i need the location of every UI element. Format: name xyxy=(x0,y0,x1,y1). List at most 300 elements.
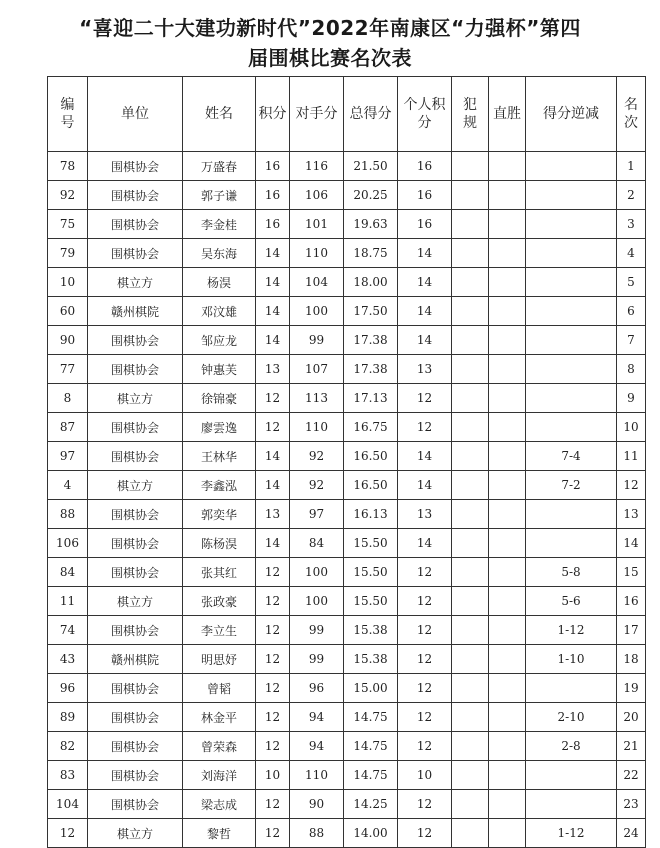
cell-unit: 棋立方 xyxy=(88,819,183,848)
cell-rank: 2 xyxy=(617,181,646,210)
cell-unit: 围棋协会 xyxy=(88,674,183,703)
cell-personal-points: 14 xyxy=(398,442,452,471)
cell-reverse-score: 1-12 xyxy=(526,616,617,645)
table-row xyxy=(48,558,646,587)
cell-name: 郭奕华 xyxy=(183,500,256,529)
cell-points: 12 xyxy=(256,819,290,848)
cell-total-score: 18.75 xyxy=(344,239,398,268)
cell-id: 77 xyxy=(48,355,88,384)
cell-foul xyxy=(452,703,489,732)
cell-rank: 1 xyxy=(617,152,646,181)
cell-personal-points: 12 xyxy=(398,645,452,674)
cell-direct-win xyxy=(489,268,526,297)
cell-opponent-score: 100 xyxy=(290,558,344,587)
cell-reverse-score xyxy=(526,239,617,268)
document-title-line-1: “喜迎二十大建功新时代”2022年南康区“力强杯”第四 xyxy=(79,16,581,40)
cell-points: 14 xyxy=(256,442,290,471)
cell-opponent-score: 116 xyxy=(290,152,344,181)
cell-direct-win xyxy=(489,326,526,355)
cell-opponent-score: 100 xyxy=(290,587,344,616)
table-row xyxy=(48,761,646,790)
table-header-row xyxy=(48,77,646,152)
cell-reverse-score: 7-4 xyxy=(526,442,617,471)
cell-id: 4 xyxy=(48,471,88,500)
cell-id: 11 xyxy=(48,587,88,616)
cell-opponent-score: 92 xyxy=(290,471,344,500)
cell-reverse-score xyxy=(526,413,617,442)
cell-foul xyxy=(452,384,489,413)
cell-name: 梁志成 xyxy=(183,790,256,819)
cell-total-score: 19.63 xyxy=(344,210,398,239)
cell-personal-points: 12 xyxy=(398,703,452,732)
cell-foul xyxy=(452,239,489,268)
cell-foul xyxy=(452,181,489,210)
cell-unit: 棋立方 xyxy=(88,268,183,297)
cell-total-score: 15.50 xyxy=(344,529,398,558)
cell-reverse-score: 5-8 xyxy=(526,558,617,587)
cell-id: 87 xyxy=(48,413,88,442)
cell-points: 14 xyxy=(256,297,290,326)
cell-direct-win xyxy=(489,529,526,558)
cell-rank: 11 xyxy=(617,442,646,471)
cell-points: 14 xyxy=(256,268,290,297)
cell-foul xyxy=(452,326,489,355)
cell-foul xyxy=(452,732,489,761)
table-row xyxy=(48,297,646,326)
cell-opponent-score: 97 xyxy=(290,500,344,529)
table-row xyxy=(48,674,646,703)
cell-id: 84 xyxy=(48,558,88,587)
cell-unit: 围棋协会 xyxy=(88,152,183,181)
cell-personal-points: 14 xyxy=(398,268,452,297)
cell-id: 78 xyxy=(48,152,88,181)
cell-total-score: 17.38 xyxy=(344,326,398,355)
cell-unit: 围棋协会 xyxy=(88,442,183,471)
cell-reverse-score xyxy=(526,355,617,384)
table-row xyxy=(48,703,646,732)
cell-name: 曾韬 xyxy=(183,674,256,703)
cell-direct-win xyxy=(489,442,526,471)
cell-points: 12 xyxy=(256,384,290,413)
cell-rank: 7 xyxy=(617,326,646,355)
table-row xyxy=(48,471,646,500)
cell-foul xyxy=(452,645,489,674)
cell-points: 10 xyxy=(256,761,290,790)
cell-foul xyxy=(452,674,489,703)
cell-personal-points: 14 xyxy=(398,529,452,558)
cell-unit: 棋立方 xyxy=(88,587,183,616)
cell-foul xyxy=(452,297,489,326)
cell-rank: 24 xyxy=(617,819,646,848)
cell-reverse-score xyxy=(526,674,617,703)
table-row xyxy=(48,442,646,471)
cell-points: 14 xyxy=(256,471,290,500)
cell-id: 88 xyxy=(48,500,88,529)
cell-opponent-score: 110 xyxy=(290,761,344,790)
cell-id: 74 xyxy=(48,616,88,645)
cell-unit: 围棋协会 xyxy=(88,413,183,442)
cell-direct-win xyxy=(489,413,526,442)
cell-reverse-score: 1-12 xyxy=(526,819,617,848)
table-row xyxy=(48,239,646,268)
table-row xyxy=(48,587,646,616)
cell-foul xyxy=(452,355,489,384)
cell-reverse-score: 1-10 xyxy=(526,645,617,674)
cell-points: 12 xyxy=(256,616,290,645)
cell-opponent-score: 104 xyxy=(290,268,344,297)
table-row xyxy=(48,384,646,413)
cell-opponent-score: 107 xyxy=(290,355,344,384)
cell-personal-points: 12 xyxy=(398,558,452,587)
cell-reverse-score xyxy=(526,384,617,413)
cell-points: 14 xyxy=(256,239,290,268)
table-row xyxy=(48,268,646,297)
cell-total-score: 14.75 xyxy=(344,703,398,732)
cell-direct-win xyxy=(489,645,526,674)
cell-unit: 围棋协会 xyxy=(88,210,183,239)
cell-personal-points: 12 xyxy=(398,674,452,703)
cell-rank: 23 xyxy=(617,790,646,819)
cell-unit: 围棋协会 xyxy=(88,703,183,732)
cell-points: 16 xyxy=(256,210,290,239)
cell-total-score: 15.50 xyxy=(344,587,398,616)
cell-rank: 16 xyxy=(617,587,646,616)
cell-id: 104 xyxy=(48,790,88,819)
cell-points: 16 xyxy=(256,152,290,181)
header-direct-win: 直胜 xyxy=(489,77,526,152)
cell-rank: 5 xyxy=(617,268,646,297)
cell-total-score: 16.13 xyxy=(344,500,398,529)
cell-opponent-score: 99 xyxy=(290,645,344,674)
document-title-line-2: 届围棋比赛名次表 xyxy=(248,46,412,70)
cell-name: 明思妤 xyxy=(183,645,256,674)
cell-reverse-score xyxy=(526,529,617,558)
cell-reverse-score xyxy=(526,297,617,326)
cell-total-score: 15.38 xyxy=(344,616,398,645)
cell-personal-points: 14 xyxy=(398,471,452,500)
cell-personal-points: 12 xyxy=(398,732,452,761)
cell-foul xyxy=(452,152,489,181)
cell-reverse-score: 5-6 xyxy=(526,587,617,616)
cell-direct-win xyxy=(489,587,526,616)
cell-id: 10 xyxy=(48,268,88,297)
cell-unit: 围棋协会 xyxy=(88,239,183,268)
cell-total-score: 14.00 xyxy=(344,819,398,848)
cell-personal-points: 16 xyxy=(398,210,452,239)
cell-unit: 围棋协会 xyxy=(88,326,183,355)
cell-id: 43 xyxy=(48,645,88,674)
cell-total-score: 15.00 xyxy=(344,674,398,703)
header-points: 积分 xyxy=(256,77,290,152)
cell-rank: 14 xyxy=(617,529,646,558)
cell-rank: 3 xyxy=(617,210,646,239)
cell-unit: 围棋协会 xyxy=(88,558,183,587)
table-row xyxy=(48,413,646,442)
cell-total-score: 14.75 xyxy=(344,732,398,761)
cell-points: 12 xyxy=(256,645,290,674)
cell-direct-win xyxy=(489,152,526,181)
cell-direct-win xyxy=(489,355,526,384)
cell-rank: 17 xyxy=(617,616,646,645)
cell-personal-points: 12 xyxy=(398,587,452,616)
cell-total-score: 15.50 xyxy=(344,558,398,587)
cell-reverse-score: 2-10 xyxy=(526,703,617,732)
cell-name: 廖雲逸 xyxy=(183,413,256,442)
cell-points: 14 xyxy=(256,326,290,355)
cell-direct-win xyxy=(489,616,526,645)
cell-direct-win xyxy=(489,558,526,587)
cell-direct-win xyxy=(489,732,526,761)
cell-reverse-score xyxy=(526,181,617,210)
cell-total-score: 17.50 xyxy=(344,297,398,326)
cell-id: 92 xyxy=(48,181,88,210)
cell-rank: 12 xyxy=(617,471,646,500)
cell-direct-win xyxy=(489,210,526,239)
cell-total-score: 14.25 xyxy=(344,790,398,819)
cell-name: 徐锦豪 xyxy=(183,384,256,413)
cell-name: 林金平 xyxy=(183,703,256,732)
cell-points: 12 xyxy=(256,703,290,732)
cell-opponent-score: 88 xyxy=(290,819,344,848)
cell-foul xyxy=(452,529,489,558)
cell-points: 12 xyxy=(256,558,290,587)
cell-reverse-score: 7-2 xyxy=(526,471,617,500)
cell-foul xyxy=(452,268,489,297)
cell-unit: 棋立方 xyxy=(88,384,183,413)
cell-personal-points: 12 xyxy=(398,616,452,645)
cell-opponent-score: 92 xyxy=(290,442,344,471)
cell-name: 李立生 xyxy=(183,616,256,645)
cell-unit: 赣州棋院 xyxy=(88,297,183,326)
cell-id: 60 xyxy=(48,297,88,326)
cell-points: 14 xyxy=(256,529,290,558)
cell-rank: 6 xyxy=(617,297,646,326)
header-rank: 名次 xyxy=(617,77,646,152)
cell-unit: 棋立方 xyxy=(88,471,183,500)
cell-points: 12 xyxy=(256,413,290,442)
cell-name: 张其红 xyxy=(183,558,256,587)
header-total-score: 总得分 xyxy=(344,77,398,152)
cell-id: 82 xyxy=(48,732,88,761)
cell-direct-win xyxy=(489,500,526,529)
cell-foul xyxy=(452,819,489,848)
cell-personal-points: 14 xyxy=(398,297,452,326)
cell-id: 106 xyxy=(48,529,88,558)
cell-personal-points: 10 xyxy=(398,761,452,790)
cell-name: 郭子谦 xyxy=(183,181,256,210)
cell-name: 李金桂 xyxy=(183,210,256,239)
cell-name: 邹应龙 xyxy=(183,326,256,355)
cell-reverse-score xyxy=(526,790,617,819)
cell-total-score: 18.00 xyxy=(344,268,398,297)
cell-id: 90 xyxy=(48,326,88,355)
cell-total-score: 17.38 xyxy=(344,355,398,384)
cell-reverse-score xyxy=(526,500,617,529)
cell-rank: 8 xyxy=(617,355,646,384)
cell-personal-points: 13 xyxy=(398,500,452,529)
cell-opponent-score: 94 xyxy=(290,703,344,732)
header-personal-points: 个人积分 xyxy=(398,77,452,152)
cell-reverse-score xyxy=(526,326,617,355)
cell-personal-points: 13 xyxy=(398,355,452,384)
cell-rank: 15 xyxy=(617,558,646,587)
cell-total-score: 20.25 xyxy=(344,181,398,210)
cell-total-score: 15.38 xyxy=(344,645,398,674)
cell-opponent-score: 100 xyxy=(290,297,344,326)
cell-rank: 18 xyxy=(617,645,646,674)
cell-rank: 13 xyxy=(617,500,646,529)
cell-direct-win xyxy=(489,384,526,413)
cell-direct-win xyxy=(489,790,526,819)
cell-id: 83 xyxy=(48,761,88,790)
cell-points: 12 xyxy=(256,790,290,819)
cell-opponent-score: 96 xyxy=(290,674,344,703)
cell-name: 杨淏 xyxy=(183,268,256,297)
cell-foul xyxy=(452,790,489,819)
table-row xyxy=(48,616,646,645)
cell-points: 12 xyxy=(256,674,290,703)
header-opponent-score: 对手分 xyxy=(290,77,344,152)
cell-foul xyxy=(452,761,489,790)
cell-unit: 围棋协会 xyxy=(88,790,183,819)
cell-rank: 19 xyxy=(617,674,646,703)
cell-personal-points: 16 xyxy=(398,152,452,181)
table-row xyxy=(48,790,646,819)
ranking-table xyxy=(47,76,646,848)
cell-direct-win xyxy=(489,819,526,848)
cell-name: 吴东海 xyxy=(183,239,256,268)
cell-unit: 围棋协会 xyxy=(88,500,183,529)
cell-foul xyxy=(452,210,489,239)
cell-opponent-score: 110 xyxy=(290,239,344,268)
cell-reverse-score: 2-8 xyxy=(526,732,617,761)
cell-unit: 围棋协会 xyxy=(88,616,183,645)
cell-direct-win xyxy=(489,181,526,210)
cell-reverse-score xyxy=(526,761,617,790)
table-row xyxy=(48,819,646,848)
cell-name: 刘海洋 xyxy=(183,761,256,790)
cell-direct-win xyxy=(489,761,526,790)
cell-rank: 22 xyxy=(617,761,646,790)
cell-rank: 9 xyxy=(617,384,646,413)
cell-name: 黎哲 xyxy=(183,819,256,848)
cell-direct-win xyxy=(489,674,526,703)
cell-personal-points: 14 xyxy=(398,239,452,268)
cell-name: 万盛春 xyxy=(183,152,256,181)
cell-id: 8 xyxy=(48,384,88,413)
cell-reverse-score xyxy=(526,152,617,181)
cell-opponent-score: 106 xyxy=(290,181,344,210)
cell-points: 13 xyxy=(256,500,290,529)
cell-points: 12 xyxy=(256,587,290,616)
cell-personal-points: 12 xyxy=(398,790,452,819)
cell-personal-points: 12 xyxy=(398,413,452,442)
cell-id: 96 xyxy=(48,674,88,703)
cell-total-score: 16.50 xyxy=(344,442,398,471)
cell-rank: 21 xyxy=(617,732,646,761)
cell-total-score: 16.75 xyxy=(344,413,398,442)
table-row xyxy=(48,326,646,355)
cell-total-score: 16.50 xyxy=(344,471,398,500)
cell-id: 75 xyxy=(48,210,88,239)
cell-name: 张政豪 xyxy=(183,587,256,616)
cell-name: 钟惠芙 xyxy=(183,355,256,384)
cell-unit: 围棋协会 xyxy=(88,181,183,210)
cell-name: 李鑫泓 xyxy=(183,471,256,500)
cell-personal-points: 14 xyxy=(398,326,452,355)
cell-opponent-score: 99 xyxy=(290,326,344,355)
cell-name: 陈杨淏 xyxy=(183,529,256,558)
cell-foul xyxy=(452,616,489,645)
cell-reverse-score xyxy=(526,268,617,297)
header-name: 姓名 xyxy=(183,77,256,152)
cell-id: 89 xyxy=(48,703,88,732)
cell-id: 79 xyxy=(48,239,88,268)
cell-foul xyxy=(452,587,489,616)
cell-personal-points: 12 xyxy=(398,819,452,848)
cell-opponent-score: 90 xyxy=(290,790,344,819)
cell-foul xyxy=(452,413,489,442)
cell-total-score: 17.13 xyxy=(344,384,398,413)
cell-points: 13 xyxy=(256,355,290,384)
cell-unit: 围棋协会 xyxy=(88,529,183,558)
table-row xyxy=(48,529,646,558)
cell-opponent-score: 99 xyxy=(290,616,344,645)
table-row xyxy=(48,210,646,239)
cell-direct-win xyxy=(489,703,526,732)
cell-id: 97 xyxy=(48,442,88,471)
table-row xyxy=(48,181,646,210)
header-reverse-score: 得分逆减 xyxy=(526,77,617,152)
table-row xyxy=(48,355,646,384)
cell-total-score: 21.50 xyxy=(344,152,398,181)
table-row xyxy=(48,152,646,181)
cell-opponent-score: 101 xyxy=(290,210,344,239)
cell-unit: 围棋协会 xyxy=(88,355,183,384)
cell-opponent-score: 84 xyxy=(290,529,344,558)
cell-points: 12 xyxy=(256,732,290,761)
cell-name: 曾荣森 xyxy=(183,732,256,761)
cell-opponent-score: 110 xyxy=(290,413,344,442)
header-id: 编号 xyxy=(48,77,88,152)
cell-points: 16 xyxy=(256,181,290,210)
cell-direct-win xyxy=(489,297,526,326)
cell-direct-win xyxy=(489,471,526,500)
cell-unit: 围棋协会 xyxy=(88,761,183,790)
header-unit: 单位 xyxy=(88,77,183,152)
cell-personal-points: 12 xyxy=(398,384,452,413)
cell-foul xyxy=(452,442,489,471)
cell-unit: 赣州棋院 xyxy=(88,645,183,674)
cell-personal-points: 16 xyxy=(398,181,452,210)
table-row xyxy=(48,645,646,674)
cell-opponent-score: 113 xyxy=(290,384,344,413)
cell-foul xyxy=(452,500,489,529)
cell-rank: 4 xyxy=(617,239,646,268)
cell-reverse-score xyxy=(526,210,617,239)
cell-foul xyxy=(452,558,489,587)
cell-rank: 10 xyxy=(617,413,646,442)
cell-total-score: 14.75 xyxy=(344,761,398,790)
cell-rank: 20 xyxy=(617,703,646,732)
cell-unit: 围棋协会 xyxy=(88,732,183,761)
cell-name: 王林华 xyxy=(183,442,256,471)
cell-foul xyxy=(452,471,489,500)
header-foul: 犯规 xyxy=(452,77,489,152)
cell-opponent-score: 94 xyxy=(290,732,344,761)
cell-name: 邓汶雄 xyxy=(183,297,256,326)
cell-id: 12 xyxy=(48,819,88,848)
